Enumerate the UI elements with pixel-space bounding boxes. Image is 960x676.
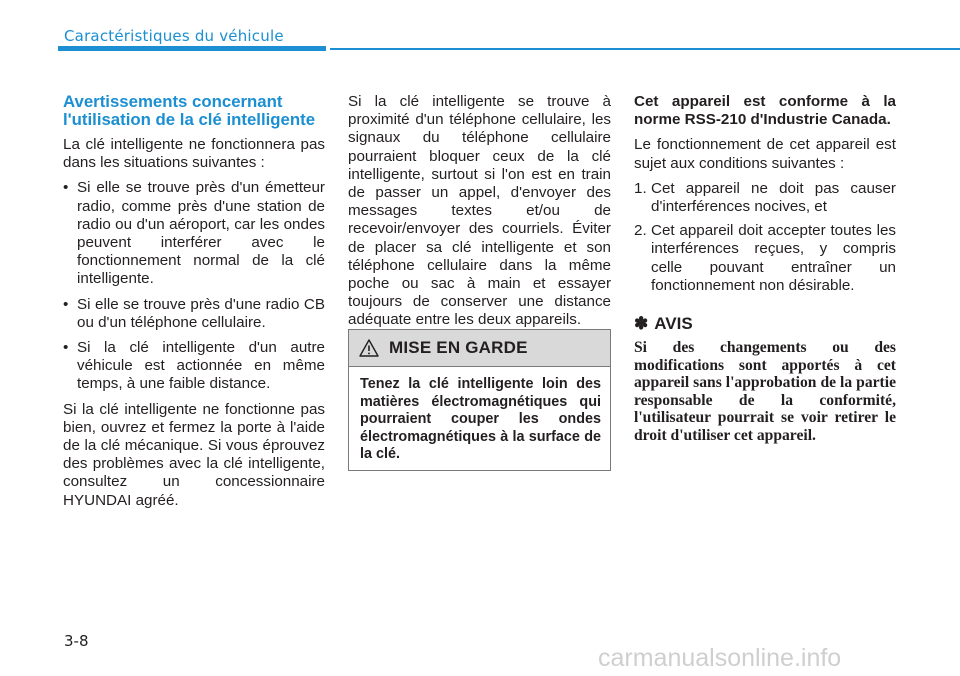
list-item-text: Si elle se trouve près d'une radio CB ou d'un téléphone cellulaire. — [77, 295, 325, 331]
list-item-text: Si la clé intelligente d'un autre véhicule est actionnée en même temps, à une faible distance. — [77, 339, 325, 393]
list-item — [63, 179, 325, 288]
list-item — [63, 296, 325, 332]
compliance-heading: Cet appareil est conforme à la norme RSS-210 d'Industrie Canada. — [634, 93, 896, 129]
caution-body: Tenez la clé intelligente loin des matières électromagnétiques qui pourraient couper les ondes électromagnétiques à la surface de la clé. — [360, 376, 601, 463]
avis-body: Si des changements ou des modifications sont apportés à cet appareil sans l'approbation de la partie responsable de la conformité, l'utilisateur pourrait se voir retirer le droit d'utiliser cet appareil. — [634, 339, 896, 444]
situations-list — [63, 179, 325, 393]
asterisk-icon: ✽ — [634, 314, 649, 334]
list-item-number: 2. — [634, 222, 647, 240]
caution-title: MISE EN GARDE — [389, 338, 528, 357]
caution-box — [348, 329, 611, 471]
column-left — [63, 93, 325, 517]
list-item-text: Cet appareil ne doit pas causer d'interférences nocives, et — [651, 179, 896, 216]
warning-triangle-icon — [359, 339, 379, 357]
column-right — [634, 93, 896, 444]
list-item — [634, 180, 896, 216]
caution-header — [349, 330, 610, 367]
list-item-number: 1. — [634, 179, 647, 197]
list-item-text: Cet appareil doit accepter toutes les interférences reçues, y compris celle pouvant entraîner un fonctionnement non désirable. — [651, 222, 896, 294]
intro-paragraph: La clé intelligente ne fonctionnera pas dans les situations suivantes : — [63, 136, 325, 172]
column-middle — [348, 93, 611, 337]
compliance-intro: Le fonctionnement de cet appareil est sujet aux conditions suivantes : — [634, 136, 896, 172]
conditions-list — [634, 180, 896, 295]
list-item — [634, 222, 896, 295]
cellphone-paragraph: Si la clé intelligente se trouve à proximité d'un téléphone cellulaire, les signaux du téléphone cellulaire pourraient bloquer ceux de la clé intelligente, surtout si l'on est en train de passer un appel, d'envoyer des messages textes et/ou de recevoir/envoyer des courriels. Éviter de placer sa clé intelligente et son téléphone cellulaire dans la même poche ou sac à main et essayer toujours de conserver une distance adéquate entre les deux appareils. — [348, 93, 611, 329]
closing-paragraph: Si la clé intelligente ne fonctionne pas bien, ouvrez et fermez la porte à l'aide de la clé mécanique. Si vous éprouvez des problèmes avec la clé intelligente, consultez un concessionnaire HYUNDAI agréé. — [63, 400, 325, 509]
header-rule — [330, 48, 960, 50]
section-title: Caractéristiques du véhicule — [64, 27, 284, 45]
list-item — [63, 339, 325, 394]
header-rule-accent — [58, 46, 326, 51]
watermark: carmanualsonline.info — [598, 644, 842, 672]
list-item-text: Si elle se trouve près d'un émetteur radio, comme près d'une station de radio ou d'un aéroport, car les ondes peuvent interférer avec le fonctionnement normal de la clé intelligente. — [77, 179, 325, 288]
bullet-icon: • — [63, 179, 69, 197]
avis-heading — [634, 315, 896, 333]
avis-title: AVIS — [654, 314, 693, 334]
bullet-icon: • — [63, 295, 69, 313]
section-heading: Avertissements concernant l'utilisation de la clé intelligente — [63, 92, 316, 129]
page-number: 3-8 — [64, 632, 89, 650]
bullet-icon: • — [63, 339, 69, 357]
